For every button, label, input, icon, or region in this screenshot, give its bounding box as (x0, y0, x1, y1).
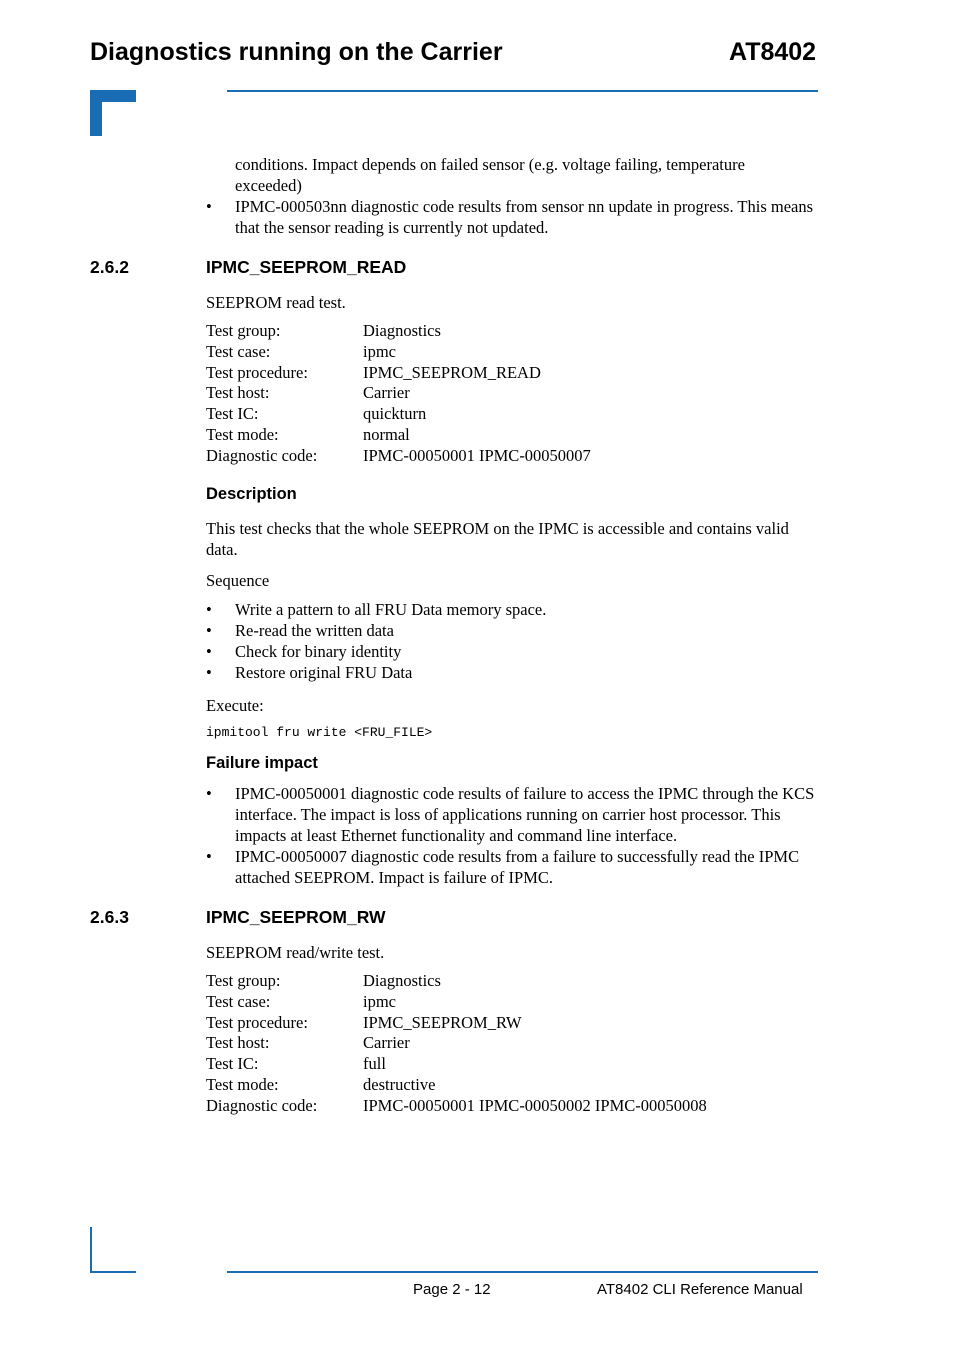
list-item: • Re-read the written data (206, 620, 818, 641)
table-row (206, 1075, 707, 1096)
failure-impact-list (206, 783, 818, 888)
corner-mark-top-vertical (90, 90, 102, 136)
header-title: Diagnostics running on the Carrier (90, 38, 503, 66)
property-value: full (363, 1054, 386, 1074)
corner-mark-bottom-vertical (90, 1227, 92, 1273)
sequence-list (206, 599, 818, 683)
property-value: IPMC_SEEPROM_RW (363, 1012, 522, 1032)
execute-label: Execute: (206, 696, 264, 715)
list-item: • IPMC-000503nn diagnostic code results from sensor nn update in progress. This means that the sensor reading is currently not updated. (206, 196, 818, 238)
list-item: • IPMC-00050007 diagnostic code results from a failure to successfully read the IPMC attached SEEPROM. Impact is failure of IPMC. (206, 846, 818, 888)
property-value: quickturn (363, 404, 427, 424)
section-heading-263 (90, 907, 590, 929)
property-value: IPMC-00050001 IPMC-00050007 (363, 445, 591, 465)
section-intro: SEEPROM read/write test. (206, 943, 385, 962)
table-row (206, 1013, 707, 1034)
property-value: IPMC-00050001 IPMC-00050002 IPMC-00050008 (363, 1095, 707, 1115)
list-item: • Write a pattern to all FRU Data memory space. (206, 599, 818, 620)
property-key: Test procedure: (206, 1012, 308, 1032)
table-row (206, 404, 591, 425)
intro-continuation: conditions. Impact depends on failed sensor (e.g. voltage failing, temperature exceeded) (235, 155, 745, 195)
property-key: Test group: (206, 971, 281, 990)
table-row (206, 446, 591, 467)
section-number: 2.6.3 (90, 907, 129, 927)
property-key: Test group: (206, 321, 281, 340)
table-row (206, 1096, 707, 1117)
table-row (206, 321, 591, 342)
intro-bullet-list (206, 196, 818, 238)
footer-manual-title: AT8402 CLI Reference Manual (597, 1281, 803, 1298)
table-row (206, 1054, 707, 1075)
properties-table-262 (206, 321, 591, 467)
property-value: Diagnostics (363, 321, 441, 340)
footer-page-number: Page 2 - 12 (413, 1281, 491, 1298)
list-item: • Restore original FRU Data (206, 662, 818, 683)
property-value: normal (363, 424, 410, 444)
section-heading-262 (90, 257, 590, 279)
property-key: Test IC: (206, 1054, 259, 1074)
table-row (206, 425, 591, 446)
property-key: Test mode: (206, 424, 279, 444)
list-item: • Check for binary identity (206, 641, 818, 662)
sequence-label: Sequence (206, 571, 270, 590)
property-value: Carrier (363, 1033, 410, 1053)
table-row (206, 1033, 707, 1054)
description-text: This test checks that the whole SEEPROM on the IPMC is accessible and contains valid data. (206, 519, 789, 559)
properties-table-263 (206, 971, 707, 1117)
section-title: IPMC_SEEPROM_RW (206, 907, 386, 927)
header-product: AT8402 (729, 38, 817, 66)
property-value: ipmc (363, 991, 396, 1011)
section-number: 2.6.2 (90, 257, 129, 277)
table-row (206, 992, 707, 1013)
property-value: IPMC_SEEPROM_READ (363, 362, 541, 382)
property-key: Test IC: (206, 404, 259, 424)
property-key: Test host: (206, 1033, 270, 1053)
header-rule (227, 90, 818, 92)
table-row (206, 363, 591, 384)
property-key: Test case: (206, 341, 271, 361)
property-key: Test host: (206, 383, 270, 403)
corner-mark-bottom-horizontal (90, 1271, 136, 1273)
table-row (206, 342, 591, 363)
property-key: Test procedure: (206, 362, 308, 382)
property-value: Diagnostics (363, 971, 441, 990)
property-value: Carrier (363, 383, 410, 403)
section-title: IPMC_SEEPROM_READ (206, 257, 407, 277)
list-item: • IPMC-00050001 diagnostic code results of failure to access the IPMC through the KCS interface. The impact is loss of applications running on carrier host processor. This impacts at least Ethernet functionality and command line interface. (206, 783, 818, 846)
property-value: destructive (363, 1074, 436, 1094)
property-value: ipmc (363, 341, 396, 361)
section-intro: SEEPROM read test. (206, 293, 346, 312)
failure-impact-heading: Failure impact (206, 754, 318, 772)
table-row (206, 383, 591, 404)
execute-command: ipmitool fru write <FRU_FILE> (206, 725, 433, 740)
table-row (206, 971, 707, 992)
property-key: Test case: (206, 991, 271, 1011)
description-heading: Description (206, 485, 297, 503)
property-key: Diagnostic code: (206, 1095, 318, 1115)
property-key: Test mode: (206, 1074, 279, 1094)
property-key: Diagnostic code: (206, 445, 318, 465)
footer-rule (227, 1271, 818, 1273)
